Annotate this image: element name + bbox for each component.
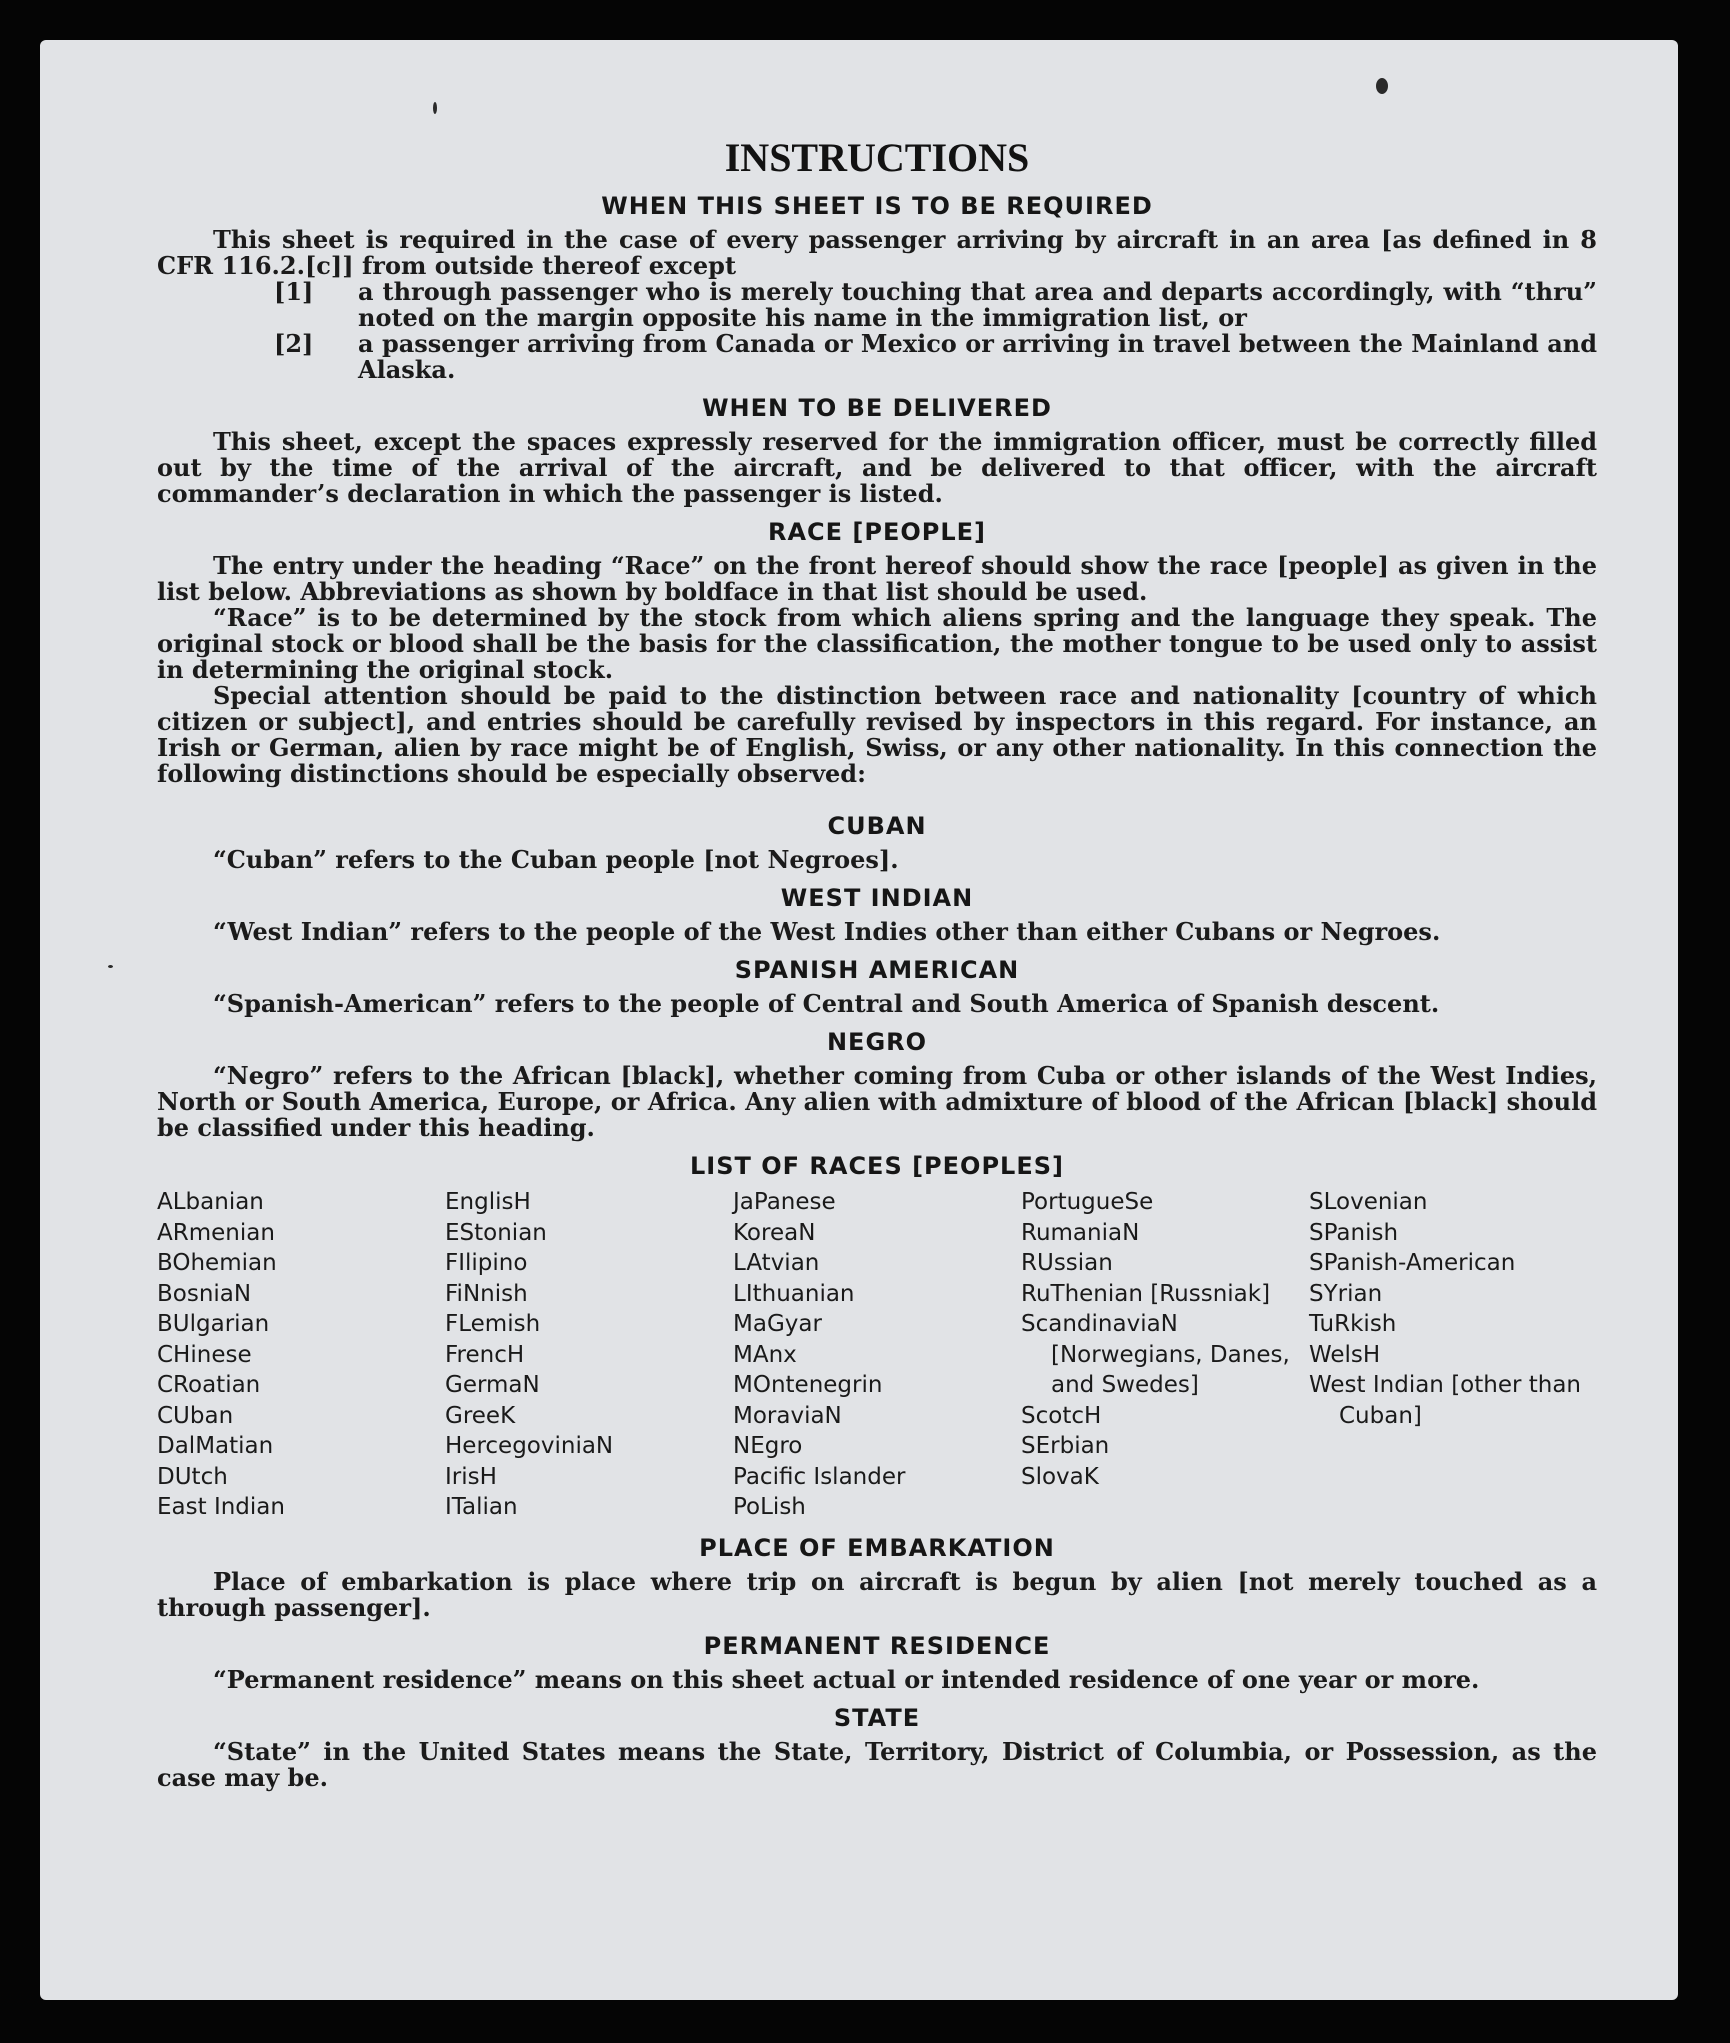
race-entry: PoLish: [733, 1494, 806, 1520]
cuban-text: “Cuban” refers to the Cuban people [not Negroes].: [213, 845, 899, 874]
race-entry: CRoatian: [157, 1372, 261, 1398]
document-title: INSTRUCTIONS: [724, 135, 1030, 180]
race-entry: MoraviaN: [733, 1402, 842, 1429]
race-entry: CHinese: [157, 1341, 252, 1368]
spanish-american-text: “Spanish-American” refers to the people of Central and South America of Spanish descent.: [213, 989, 1440, 1018]
race-entry: MOntenegrin: [733, 1372, 883, 1398]
race-entry: ScandinaviaN [Norwegians, Danes, and Swedes]: [1021, 1311, 1290, 1398]
when-delivered-text: This sheet, except the spaces expressly reserved for the immigration officer, must be correctly filled out by the time of the arrival of the aircraft, and be delivered to that officer, with the aircraft commander’s declaration in which the passenger is listed.: [157, 427, 1597, 508]
race-entry: FIlipino: [445, 1250, 528, 1276]
west-indian-text: “West Indian” refers to the people of the West Indies other than either Cubans or Negroes.: [213, 917, 1441, 946]
race-entry: NEgro: [733, 1433, 803, 1459]
clause-number: [2]: [274, 329, 314, 358]
race-entry: JaPanese: [733, 1189, 836, 1215]
race-entry: MaGyar: [733, 1311, 822, 1337]
race-paragraph: Special attention should be paid to the distinction between race and nationality [country of which citizen or subject], and entries should be carefully revised by inspectors in this regard. For instance, an Irish or German, alien by race might be of English, Swiss, or any other nationality. In this connection the following distinctions should be especially observed:: [157, 681, 1597, 788]
race-entry: RUssian: [1021, 1250, 1113, 1276]
race-entry: LAtvian: [733, 1250, 820, 1276]
embarkation-text: Place of embarkation is place where trip on aircraft is begun by alien [not merely touched as a through passenger].: [157, 1566, 1597, 1622]
race-entry: BOhemian: [157, 1250, 277, 1276]
race-entry: FrencH: [445, 1341, 525, 1368]
document-page: [40, 40, 1678, 2000]
when-required-intro: This sheet is required in the case of every passenger arriving by aircraft in an area [as defined in 8 CFR 116.2.[c]] from outside thereof except: [157, 225, 1597, 280]
ink-speck: [1376, 78, 1388, 94]
race-column: [1309, 1187, 1597, 1523]
instructions-content: [157, 135, 1597, 1791]
race-entry: MAnx: [733, 1341, 797, 1368]
race-entry: EnglisH: [445, 1189, 531, 1215]
race-entry: BosniaN: [157, 1280, 252, 1307]
race-entry: GreeK: [445, 1402, 516, 1429]
clause-1: [274, 279, 1597, 331]
race-entry: GermaN: [445, 1372, 540, 1398]
residence-text: “Permanent residence” means on this sheet actual or intended residence of one year or more.: [213, 1664, 1480, 1694]
race-entry: Pacific Islander: [733, 1463, 906, 1490]
race-entry: TuRkish: [1309, 1311, 1397, 1337]
ink-speck: [108, 965, 113, 968]
negro-text: “Negro” refers to the African [black], whether coming from Cuba or other islands of the West Indies, North or South America, Europe, or Africa. Any alien with admixture of blood of the African [black] should be classified under this heading.: [157, 1061, 1597, 1142]
race-column: [157, 1187, 445, 1523]
race-entry: East Indian: [157, 1494, 285, 1520]
race-entry: RumaniaN: [1021, 1219, 1140, 1246]
race-entry: SPanish: [1309, 1219, 1399, 1246]
race-entry: CUban: [157, 1402, 234, 1429]
race-entry: SlovaK: [1021, 1463, 1099, 1490]
clause-text: a passenger arriving from Canada or Mexico or arriving in travel between the Mainland and Alaska.: [358, 329, 1597, 384]
heading-when-required: WHEN THIS SHEET IS TO BE REQUIRED: [601, 192, 1153, 220]
race-column: [445, 1187, 733, 1523]
race-entry: ITalian: [445, 1494, 518, 1520]
race-entry: West Indian [other than Cuban]: [1309, 1372, 1582, 1429]
state-text: “State” in the United States means the State, Territory, District of Columbia, or Possession, as the case may be.: [157, 1736, 1597, 1792]
heading-negro: NEGRO: [826, 1028, 928, 1056]
clause-number: [1]: [274, 277, 314, 306]
clause-text: a through passenger who is merely touching that area and departs accordingly, with “thru” noted on the margin opposite his name in the immigration list, or: [358, 277, 1597, 332]
race-list: [157, 1187, 1597, 1523]
race-entry: BUlgarian: [157, 1311, 270, 1337]
race-column: [1021, 1187, 1309, 1523]
race-entry: RuThenian [Russniak]: [1021, 1280, 1271, 1307]
race-entry: HercegoviniaN: [445, 1433, 614, 1459]
race-entry: ALbanian: [157, 1189, 264, 1215]
race-entry: WelsH: [1309, 1341, 1381, 1368]
heading-permanent-residence: PERMANENT RESIDENCE: [703, 1631, 1051, 1660]
race-entry: KoreaN: [733, 1219, 816, 1246]
race-entry: FLemish: [445, 1311, 541, 1337]
race-entry: IrisH: [445, 1463, 497, 1490]
heading-list-of-races: LIST OF RACES [PEOPLES]: [690, 1152, 1064, 1180]
race-entry: FiNnish: [445, 1280, 528, 1307]
clause-2: [274, 331, 1597, 383]
race-entry: ARmenian: [157, 1219, 275, 1246]
race-paragraph: The entry under the heading “Race” on the front hereof should show the race [people] as given in the list below. Abbreviations as shown by boldface in that list should be used.: [157, 551, 1597, 606]
ink-speck: [433, 102, 437, 114]
race-entry: EStonian: [445, 1219, 547, 1246]
race-entry: LIthuanian: [733, 1280, 855, 1307]
race-entry: SPanish-American: [1309, 1250, 1516, 1276]
heading-spanish-american: SPANISH AMERICAN: [734, 956, 1020, 984]
race-column: [733, 1187, 1021, 1523]
heading-race: RACE [PEOPLE]: [767, 518, 987, 546]
race-entry: SYrian: [1309, 1280, 1383, 1307]
heading-cuban: CUBAN: [827, 812, 927, 840]
race-entry: DUtch: [157, 1463, 228, 1490]
heading-state: STATE: [833, 1703, 921, 1732]
race-entry: PortugueSe: [1021, 1189, 1154, 1215]
heading-west-indian: WEST INDIAN: [780, 884, 974, 912]
race-paragraph: “Race” is to be determined by the stock from which aliens spring and the language they speak. The original stock or blood shall be the basis for the classification, the mother tongue to be used only to assist in determining the original stock.: [157, 603, 1597, 684]
heading-when-delivered: WHEN TO BE DELIVERED: [702, 394, 1052, 422]
race-entry: ScotcH: [1021, 1402, 1102, 1429]
race-entry: SErbian: [1021, 1433, 1110, 1459]
heading-embarkation: PLACE OF EMBARKATION: [699, 1533, 1055, 1562]
race-entry: DalMatian: [157, 1433, 274, 1459]
race-entry: SLovenian: [1309, 1189, 1428, 1215]
